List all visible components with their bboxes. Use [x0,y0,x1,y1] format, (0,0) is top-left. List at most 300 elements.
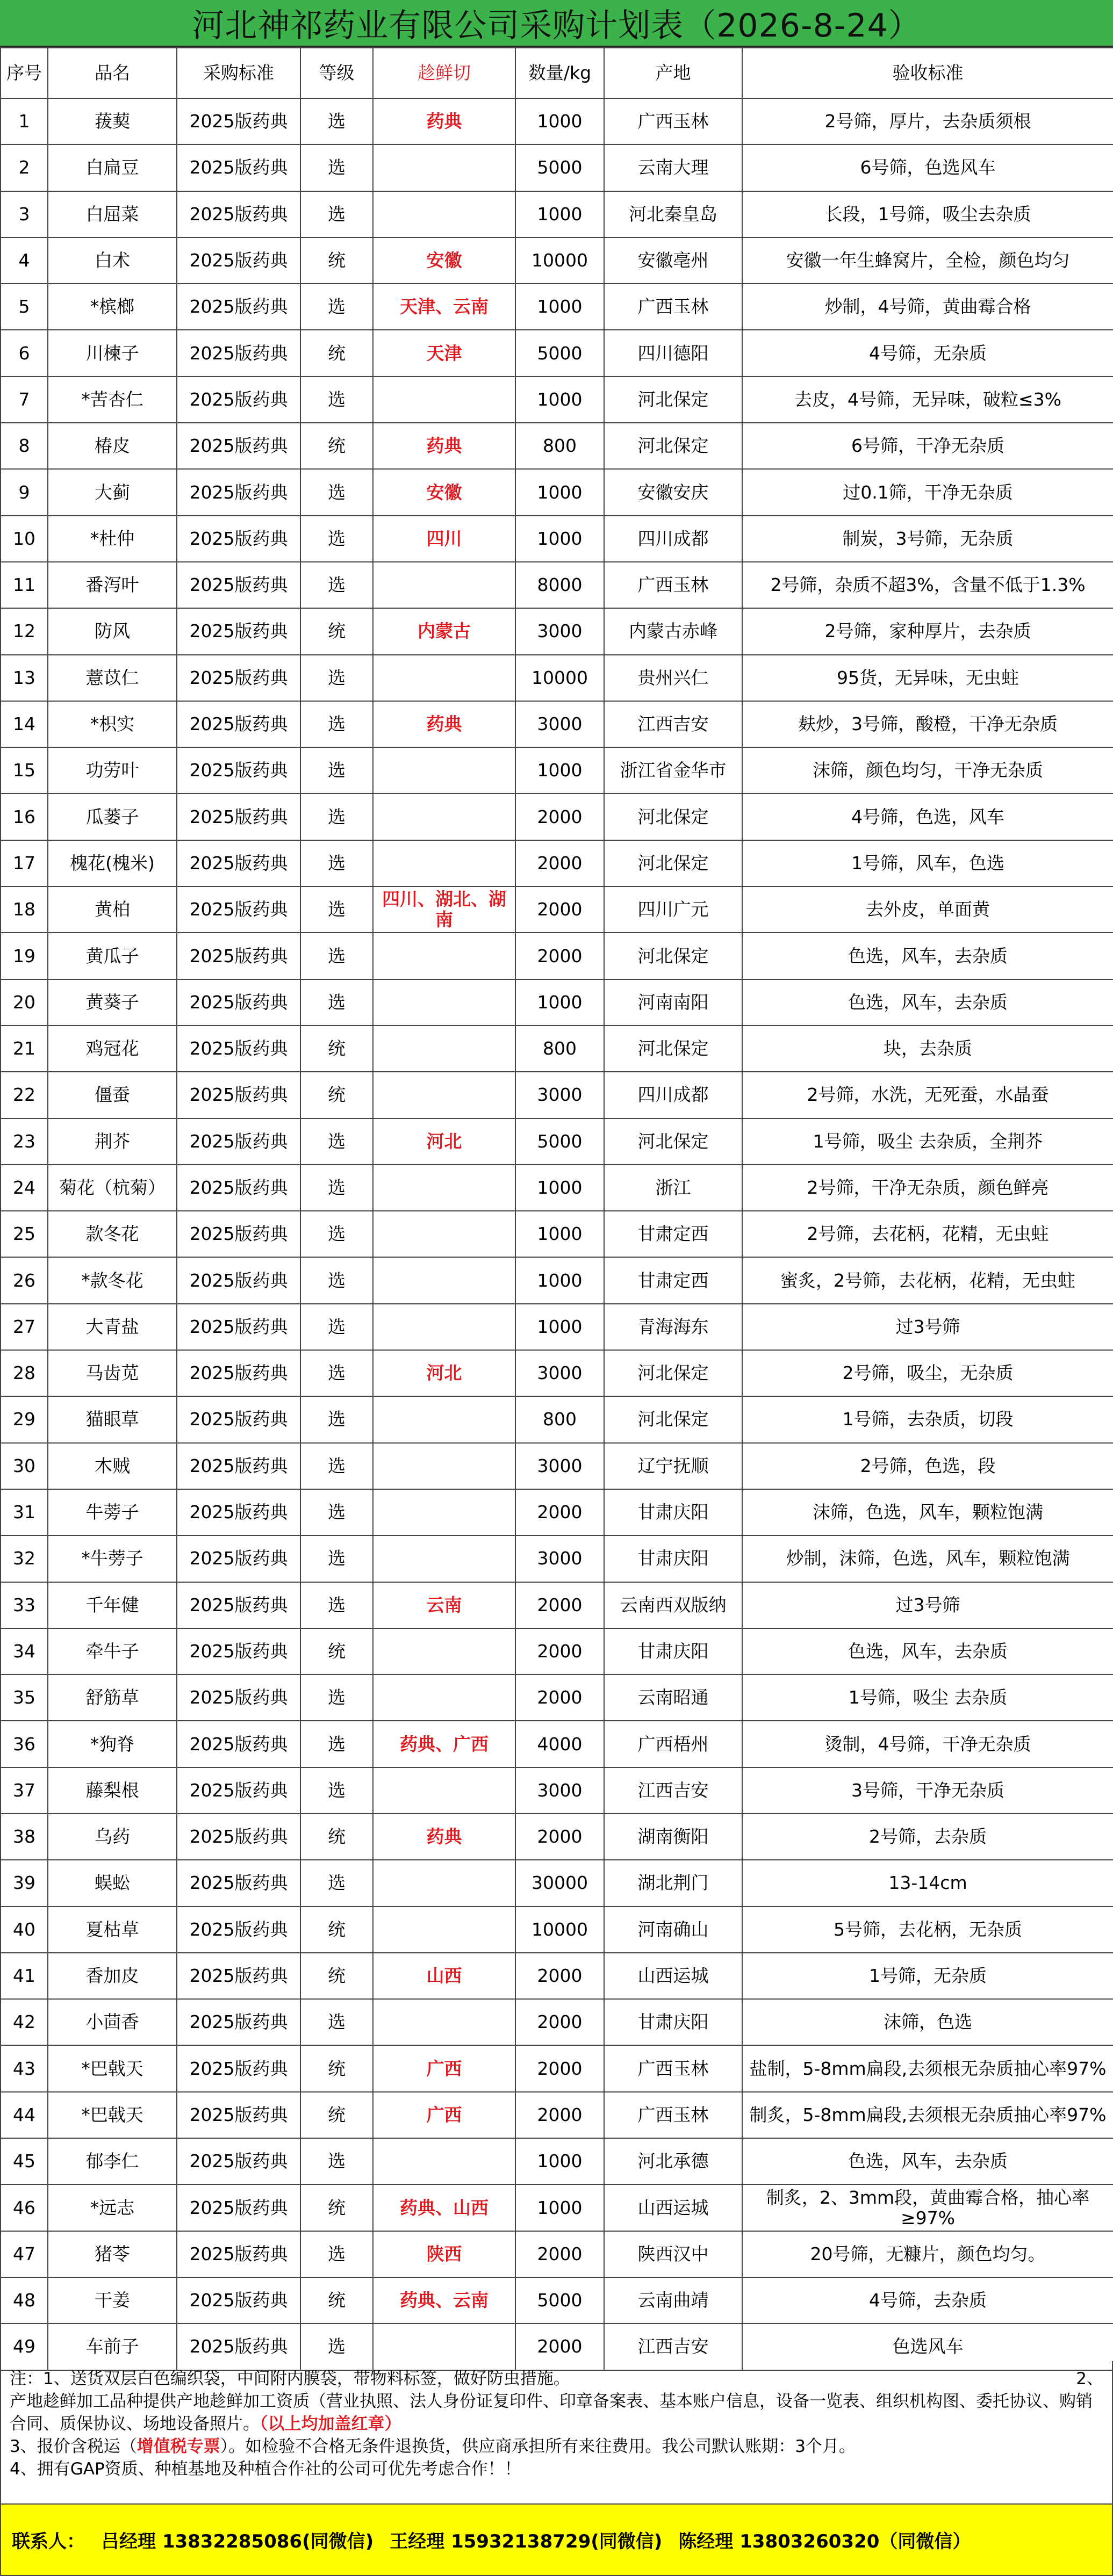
cell-grade: 统 [300,1814,373,1860]
table-row [1,1489,1113,1535]
cell-standard: 2025版药典 [177,1767,300,1814]
cell-fresh [373,1026,515,1072]
cell-grade: 选 [300,2231,373,2277]
cell-no: 11 [1,562,48,608]
contact-3: 陈经理 13803260320（同微信） [678,2531,971,2552]
cell-check: 2号筛，去花柄，花精，无虫蛀 [742,1211,1113,1257]
cell-name: 郁李仁 [48,2138,177,2184]
cell-origin: 甘肃定西 [604,1257,742,1303]
cell-origin: 河北保定 [604,1350,742,1396]
cell-check: 5号筛，去花柄，无杂质 [742,1907,1113,1953]
cell-name: 牵牛子 [48,1628,177,1675]
cell-qty: 2000 [515,2045,604,2091]
cell-origin: 江西吉安 [604,701,742,747]
cell-qty: 2000 [515,1675,604,1721]
cell-check: 去外皮，单面黄 [742,886,1113,933]
header-check: 验收标准 [742,48,1113,98]
cell-check: 色选，风车，去杂质 [742,2138,1113,2184]
cell-origin: 广西玉林 [604,2045,742,2091]
cell-check: 2号筛，家种厚片，去杂质 [742,608,1113,654]
note-line-3 [10,2435,1103,2458]
cell-no: 26 [1,1257,48,1303]
note-2-number: 2、 [1076,2369,1103,2389]
cell-fresh [373,1211,515,1257]
cell-qty: 1000 [515,747,604,793]
cell-qty: 1000 [515,979,604,1026]
cell-origin: 青海海东 [604,1304,742,1350]
cell-name: 猪苓 [48,2231,177,2277]
table-row [1,1165,1113,1211]
cell-check: 色选，风车，去杂质 [742,979,1113,1026]
cell-standard: 2025版药典 [177,2138,300,2184]
cell-no: 49 [1,2324,48,2370]
cell-check: 1号筛，风车，色选 [742,840,1113,886]
cell-check: 6号筛，色选风车 [742,145,1113,191]
table-row [1,145,1113,191]
cell-grade: 选 [300,1999,373,2045]
cell-name: 牛蒡子 [48,1489,177,1535]
cell-qty: 5000 [515,330,604,376]
table-row [1,1582,1113,1628]
cell-grade: 统 [300,1628,373,1675]
note-line-1 [10,2368,1103,2390]
cell-origin: 甘肃庆阳 [604,1999,742,2045]
cell-origin: 云南昭通 [604,1675,742,1721]
header-qty: 数量/kg [515,48,604,98]
cell-origin: 浙江 [604,1165,742,1211]
cell-check: 2号筛，杂质不超3%，含量不低于1.3% [742,562,1113,608]
cell-standard: 2025版药典 [177,237,300,284]
table-row [1,886,1113,933]
cell-qty: 3000 [515,1072,604,1118]
cell-standard: 2025版药典 [177,98,300,145]
cell-grade: 选 [300,747,373,793]
cell-fresh [373,1489,515,1535]
cell-fresh [373,933,515,979]
cell-no: 4 [1,237,48,284]
cell-fresh [373,979,515,1026]
table-row [1,2277,1113,2324]
cell-grade: 选 [300,145,373,191]
cell-qty: 5000 [515,145,604,191]
cell-no: 45 [1,2138,48,2184]
cell-qty: 1000 [515,1304,604,1350]
header-standard: 采购标准 [177,48,300,98]
cell-grade: 选 [300,840,373,886]
cell-no: 31 [1,1489,48,1535]
table-row [1,608,1113,654]
cell-name: 黄葵子 [48,979,177,1026]
table-row [1,562,1113,608]
cell-fresh: 广西 [373,2045,515,2091]
cell-no: 7 [1,377,48,423]
cell-standard: 2025版药典 [177,1119,300,1165]
cell-fresh [373,145,515,191]
cell-name: *远志 [48,2184,177,2231]
cell-name: 椿皮 [48,423,177,469]
cell-standard: 2025版药典 [177,747,300,793]
cell-standard: 2025版药典 [177,1026,300,1072]
cell-grade: 统 [300,2184,373,2231]
cell-no: 35 [1,1675,48,1721]
cell-no: 47 [1,2231,48,2277]
cell-fresh [373,1304,515,1350]
cell-fresh: 药典、云南 [373,2277,515,2324]
cell-fresh [373,793,515,840]
cell-no: 23 [1,1119,48,1165]
cell-qty: 1000 [515,1211,604,1257]
cell-check: 2号筛，水洗，无死蚕，水晶蚕 [742,1072,1113,1118]
cell-name: *苦杏仁 [48,377,177,423]
cell-grade: 统 [300,1907,373,1953]
table-body [1,98,1113,2370]
cell-origin: 河北保定 [604,1026,742,1072]
cell-origin: 河北保定 [604,793,742,840]
table-row [1,1072,1113,1118]
cell-origin: 陕西汉中 [604,2231,742,2277]
cell-origin: 辽宁抚顺 [604,1443,742,1489]
cell-no: 6 [1,330,48,376]
cell-standard: 2025版药典 [177,1211,300,1257]
cell-check: 块，去杂质 [742,1026,1113,1072]
table-row [1,701,1113,747]
cell-grade: 选 [300,1535,373,1582]
cell-name: 菊花（杭菊） [48,1165,177,1211]
cell-origin: 甘肃庆阳 [604,1628,742,1675]
cell-grade: 统 [300,608,373,654]
table-row [1,1257,1113,1303]
cell-grade: 统 [300,237,373,284]
cell-fresh [373,2138,515,2184]
contacts-footer [0,2503,1113,2576]
cell-grade: 选 [300,1396,373,1442]
cell-qty: 1000 [515,2138,604,2184]
cell-standard: 2025版药典 [177,1443,300,1489]
table-row [1,2138,1113,2184]
cell-standard: 2025版药典 [177,1165,300,1211]
cell-origin: 江西吉安 [604,1767,742,1814]
cell-name: 功劳叶 [48,747,177,793]
header-origin: 产地 [604,48,742,98]
cell-check: 沫筛，颜色均匀，干净无杂质 [742,747,1113,793]
contact-1: 吕经理 13832285086(同微信) [101,2531,374,2552]
cell-no: 33 [1,1582,48,1628]
cell-origin: 河北保定 [604,840,742,886]
cell-origin: 广西玉林 [604,284,742,330]
cell-grade: 选 [300,1721,373,1767]
cell-fresh [373,1257,515,1303]
cell-name: *巴戟天 [48,2045,177,2091]
cell-check: 制炙，5-8mm扁段,去须根无杂质抽心率97% [742,2092,1113,2138]
cell-grade: 选 [300,655,373,701]
cell-origin: 广西玉林 [604,98,742,145]
cell-fresh: 天津、云南 [373,284,515,330]
cell-fresh: 天津 [373,330,515,376]
cell-fresh [373,1628,515,1675]
cell-standard: 2025版药典 [177,377,300,423]
table-row [1,1628,1113,1675]
cell-name: 薏苡仁 [48,655,177,701]
note-2-red-text: （以上均加盖红章） [260,2414,401,2434]
cell-origin: 广西梧州 [604,1721,742,1767]
cell-grade: 选 [300,1675,373,1721]
cell-grade: 选 [300,2324,373,2370]
cell-fresh: 山西 [373,1953,515,1999]
cell-no: 3 [1,191,48,237]
cell-standard: 2025版药典 [177,1072,300,1118]
cell-grade: 选 [300,979,373,1026]
cell-qty: 2000 [515,1628,604,1675]
cell-name: 槐花(槐米) [48,840,177,886]
cell-origin: 安徽亳州 [604,237,742,284]
cell-standard: 2025版药典 [177,2277,300,2324]
cell-standard: 2025版药典 [177,655,300,701]
cell-fresh: 药典 [373,1814,515,1860]
cell-fresh [373,191,515,237]
cell-qty: 1000 [515,2184,604,2231]
header-name: 品名 [48,48,177,98]
cell-standard: 2025版药典 [177,840,300,886]
cell-standard: 2025版药典 [177,284,300,330]
cell-name: 猫眼草 [48,1396,177,1442]
cell-check: 6号筛，干净无杂质 [742,423,1113,469]
cell-fresh [373,1767,515,1814]
cell-name: *枳实 [48,701,177,747]
cell-no: 38 [1,1814,48,1860]
cell-qty: 800 [515,1396,604,1442]
cell-fresh [373,1072,515,1118]
cell-standard: 2025版药典 [177,1860,300,1906]
cell-qty: 1000 [515,284,604,330]
table-row [1,1767,1113,1814]
cell-check: 4号筛，去杂质 [742,2277,1113,2324]
cell-grade: 统 [300,1026,373,1072]
cell-no: 29 [1,1396,48,1442]
cell-grade: 选 [300,1767,373,1814]
cell-fresh: 四川 [373,516,515,562]
cell-grade: 选 [300,933,373,979]
table-row [1,979,1113,1026]
cell-fresh: 陕西 [373,2231,515,2277]
cell-standard: 2025版药典 [177,1721,300,1767]
cell-qty: 1000 [515,377,604,423]
cell-grade: 选 [300,1119,373,1165]
cell-origin: 四川成都 [604,1072,742,1118]
cell-check: 盐制，5-8mm扁段,去须根无杂质抽心率97% [742,2045,1113,2091]
cell-fresh [373,1999,515,2045]
cell-standard: 2025版药典 [177,886,300,933]
cell-check: 沫筛，色选，风车，颗粒饱满 [742,1489,1113,1535]
cell-qty: 2000 [515,1953,604,1999]
cell-grade: 选 [300,1304,373,1350]
cell-origin: 甘肃庆阳 [604,1535,742,1582]
cell-standard: 2025版药典 [177,1675,300,1721]
cell-qty: 2000 [515,933,604,979]
cell-no: 27 [1,1304,48,1350]
cell-check: 过3号筛 [742,1582,1113,1628]
header-fresh-cut: 趁鲜切 [373,48,515,98]
cell-check: 3号筛，干净无杂质 [742,1767,1113,1814]
cell-standard: 2025版药典 [177,2184,300,2231]
cell-fresh [373,1535,515,1582]
cell-fresh: 药典 [373,701,515,747]
cell-name: *巴戟天 [48,2092,177,2138]
cell-check: 20号筛，无糠片，颜色均匀。 [742,2231,1113,2277]
cell-name: *杜仲 [48,516,177,562]
title-bar [0,0,1113,47]
table-row [1,1304,1113,1350]
cell-grade: 统 [300,1072,373,1118]
cell-qty: 3000 [515,1767,604,1814]
cell-name: *牛蒡子 [48,1535,177,1582]
cell-qty: 10000 [515,237,604,284]
cell-name: 白扁豆 [48,145,177,191]
cell-qty: 5000 [515,2277,604,2324]
cell-check: 过0.1筛，干净无杂质 [742,469,1113,515]
cell-fresh: 安徽 [373,469,515,515]
cell-origin: 山西运城 [604,2184,742,2231]
cell-name: 木贼 [48,1443,177,1489]
cell-no: 17 [1,840,48,886]
cell-grade: 统 [300,1953,373,1999]
cell-no: 41 [1,1953,48,1999]
cell-name: 大蓟 [48,469,177,515]
cell-fresh: 药典 [373,98,515,145]
cell-qty: 3000 [515,1443,604,1489]
cell-qty: 10000 [515,655,604,701]
cell-grade: 统 [300,2277,373,2324]
cell-grade: 选 [300,1165,373,1211]
procurement-table [0,47,1113,2371]
cell-check: 色选，风车，去杂质 [742,1628,1113,1675]
cell-name: 番泻叶 [48,562,177,608]
cell-qty: 1000 [515,98,604,145]
cell-check: 沫筛，色选 [742,1999,1113,2045]
cell-origin: 湖北荆门 [604,1860,742,1906]
cell-standard: 2025版药典 [177,562,300,608]
cell-origin: 云南曲靖 [604,2277,742,2324]
cell-standard: 2025版药典 [177,423,300,469]
cell-check: 长段，1号筛，吸尘去杂质 [742,191,1113,237]
table-row [1,2092,1113,2138]
cell-origin: 河北保定 [604,423,742,469]
cell-fresh [373,1860,515,1906]
cell-grade: 选 [300,1489,373,1535]
cell-standard: 2025版药典 [177,1535,300,1582]
cell-standard: 2025版药典 [177,191,300,237]
cell-name: 黄瓜子 [48,933,177,979]
cell-origin: 河南南阳 [604,979,742,1026]
cell-no: 48 [1,2277,48,2324]
cell-check: 1号筛，无杂质 [742,1953,1113,1999]
cell-qty: 2000 [515,840,604,886]
cell-name: 藤梨根 [48,1767,177,1814]
cell-name: 瓜蒌子 [48,793,177,840]
cell-grade: 选 [300,469,373,515]
cell-check: 2号筛，去杂质 [742,1814,1113,1860]
cell-check: 4号筛，色选，风车 [742,793,1113,840]
cell-standard: 2025版药典 [177,2324,300,2370]
cell-check: 制炙，2、3mm段，黄曲霉合格，抽心率≥97% [742,2184,1113,2231]
cell-no: 5 [1,284,48,330]
cell-grade: 统 [300,2092,373,2138]
cell-qty: 3000 [515,1535,604,1582]
cell-fresh [373,1165,515,1211]
cell-origin: 四川成都 [604,516,742,562]
table-row [1,933,1113,979]
cell-origin: 四川广元 [604,886,742,933]
cell-fresh [373,1396,515,1442]
cell-no: 39 [1,1860,48,1906]
cell-name: 干姜 [48,2277,177,2324]
cell-check: 1号筛，去杂质，切段 [742,1396,1113,1442]
cell-grade: 选 [300,1443,373,1489]
cell-standard: 2025版药典 [177,1582,300,1628]
cell-origin: 江西吉安 [604,2324,742,2370]
table-row [1,1350,1113,1396]
cell-qty: 2000 [515,886,604,933]
cell-grade: 选 [300,793,373,840]
table-row [1,191,1113,237]
cell-check: 过3号筛 [742,1304,1113,1350]
table-row [1,793,1113,840]
cell-no: 8 [1,423,48,469]
cell-qty: 2000 [515,2324,604,2370]
cell-qty: 3000 [515,608,604,654]
cell-origin: 内蒙古赤峰 [604,608,742,654]
cell-standard: 2025版药典 [177,1953,300,1999]
cell-standard: 2025版药典 [177,1350,300,1396]
cell-standard: 2025版药典 [177,516,300,562]
table-row [1,1907,1113,1953]
cell-check: 蜜炙，2号筛，去花柄，花精，无虫蛀 [742,1257,1113,1303]
cell-grade: 选 [300,1257,373,1303]
cell-check: 2号筛，干净无杂质，颜色鲜亮 [742,1165,1113,1211]
cell-qty: 4000 [515,1721,604,1767]
cell-no: 37 [1,1767,48,1814]
table-row [1,1953,1113,1999]
cell-standard: 2025版药典 [177,145,300,191]
cell-grade: 选 [300,2138,373,2184]
cell-qty: 2000 [515,1814,604,1860]
cell-check: 色选，风车，去杂质 [742,933,1113,979]
cell-grade: 选 [300,886,373,933]
cell-no: 22 [1,1072,48,1118]
cell-name: 防风 [48,608,177,654]
cell-fresh [373,377,515,423]
cell-fresh: 药典、广西 [373,1721,515,1767]
table-row [1,1119,1113,1165]
cell-qty: 800 [515,423,604,469]
table-row [1,1814,1113,1860]
cell-standard: 2025版药典 [177,1814,300,1860]
cell-name: 川楝子 [48,330,177,376]
cell-check: 烫制，4号筛，干净无杂质 [742,1721,1113,1767]
cell-qty: 3000 [515,1350,604,1396]
header-grade: 等级 [300,48,373,98]
cell-qty: 1000 [515,1257,604,1303]
cell-standard: 2025版药典 [177,1999,300,2045]
cell-name: 黄柏 [48,886,177,933]
cell-no: 18 [1,886,48,933]
cell-no: 16 [1,793,48,840]
note-line-4 [10,2458,1103,2480]
table-row [1,747,1113,793]
cell-no: 12 [1,608,48,654]
page-title: 河北神祁药业有限公司采购计划表（2026-8-24） [192,6,921,45]
cell-origin: 河北保定 [604,377,742,423]
cell-no: 28 [1,1350,48,1396]
